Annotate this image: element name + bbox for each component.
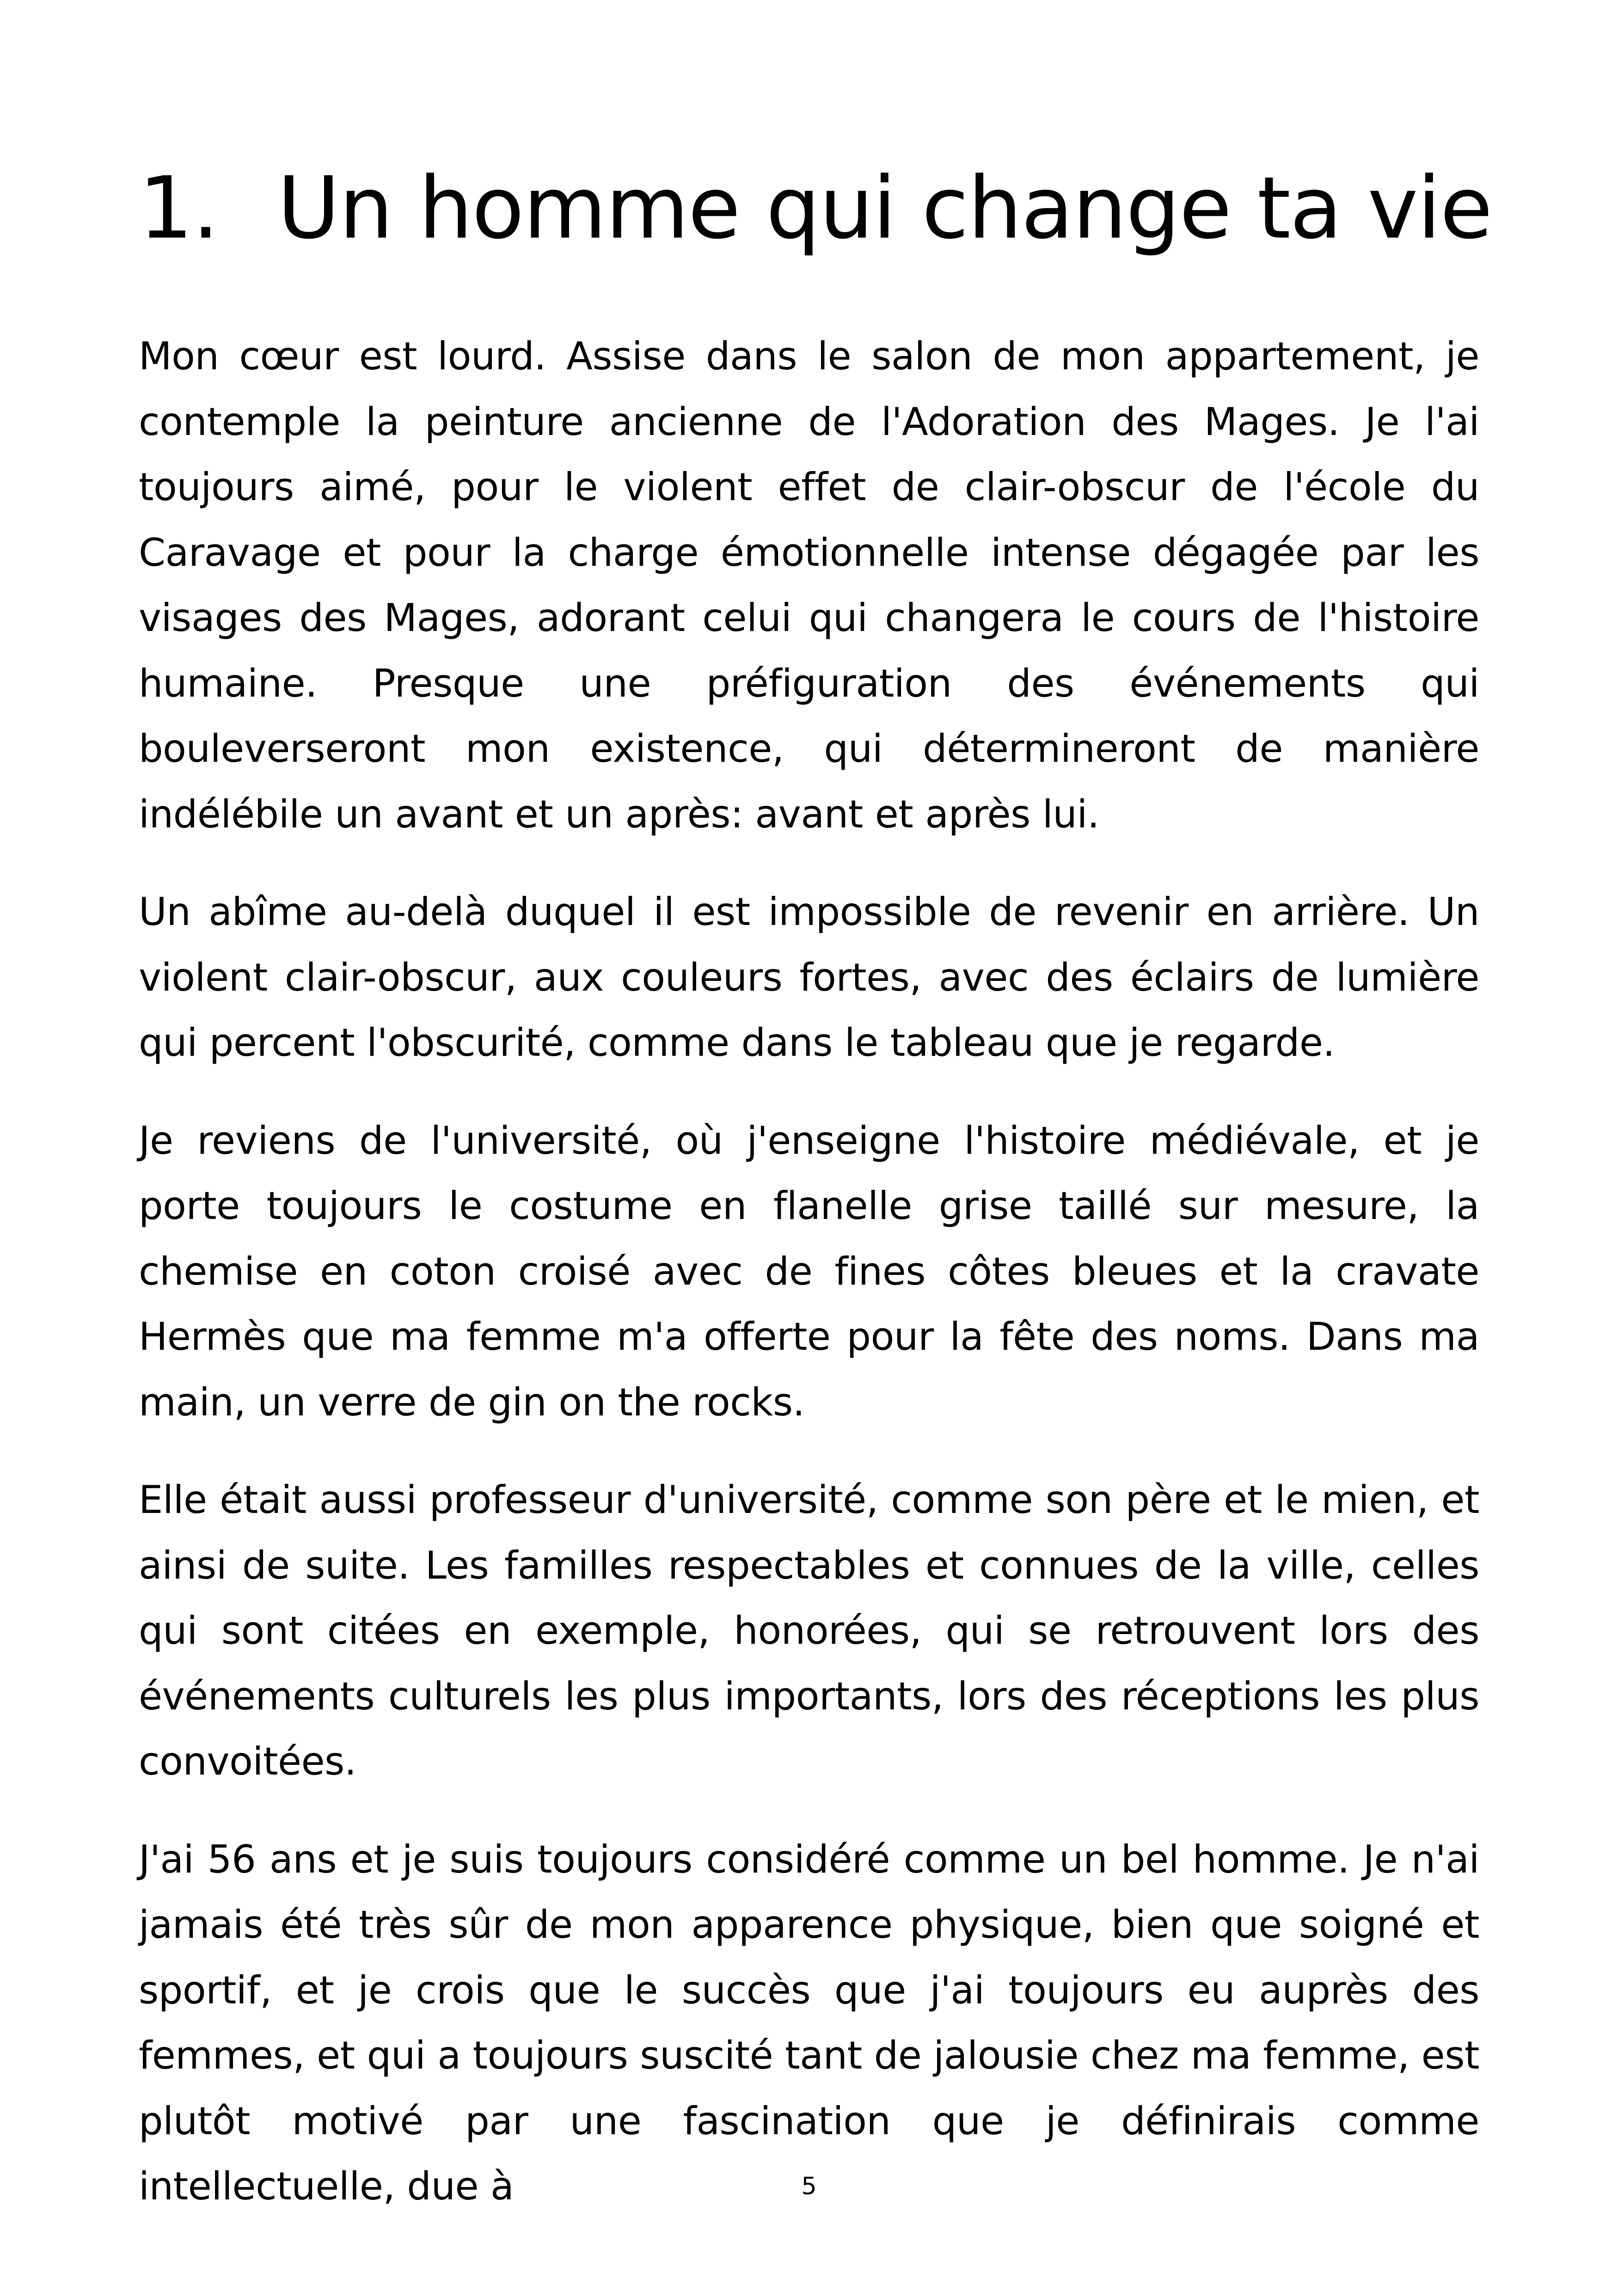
paragraph-1: Mon cœur est lourd. Assise dans le salon de mon appartement, je contemple la peinture ancienne de l'Adoration des Mages. Je l'ai toujours aimé, pour le violent effet de clair-obscur de l'école du Caravage et pour la charge émotionnelle intense dégagée par les visages des Mages, adorant celui qui changera le cours de l'histoire humaine. Presque une préfiguration des événements qui bouleverseront mon existence, qui détermineront de manière indélébile un avant et un après: avant et après lui. bbox=[139, 334, 1479, 837]
chapter-title: Un homme qui change ta vie bbox=[277, 158, 1492, 258]
chapter-number: 1. bbox=[139, 158, 219, 258]
paragraph-5: J'ai 56 ans et je suis toujours considéré comme un bel homme. Je n'ai jamais été très sûr de mon apparence physique, bien que soigné et sportif, et je crois que le succès que j'ai toujours eu auprès des femmes, et qui a toujours suscité tant de jalousie chez ma femme, est plutôt motivé par une fascination que je définirais comme intellectuelle, due à bbox=[139, 1837, 1479, 2209]
paragraph-3: Je reviens de l'université, où j'enseigne l'histoire médiévale, et je porte toujours le costume en flanelle grise taillé sur mesure, la chemise en coton croisé avec de fines côtes bleues et la cravate Hermès que ma femme m'a offerte pour la fête des noms. Dans ma main, un verre de gin on the rocks. bbox=[139, 1118, 1479, 1425]
page-number: 5 bbox=[801, 2173, 817, 2200]
body-text bbox=[139, 324, 1479, 2252]
paragraph-4: Elle était aussi professeur d'université, comme son père et le mien, et ainsi de suite. Les familles respectables et connues de la ville, celles qui sont citées en exemple, honorées, qui se retrouvent lors des événements culturels les plus importants, lors des réceptions les plus convoitées. bbox=[139, 1477, 1479, 1784]
paragraph-2: Un abîme au-delà duquel il est impossible de revenir en arrière. Un violent clair-obscur, aux couleurs fortes, avec des éclairs de lumière qui percent l'obscurité, comme dans le tableau que je regarde. bbox=[139, 889, 1479, 1065]
chapter-heading bbox=[139, 139, 1502, 277]
